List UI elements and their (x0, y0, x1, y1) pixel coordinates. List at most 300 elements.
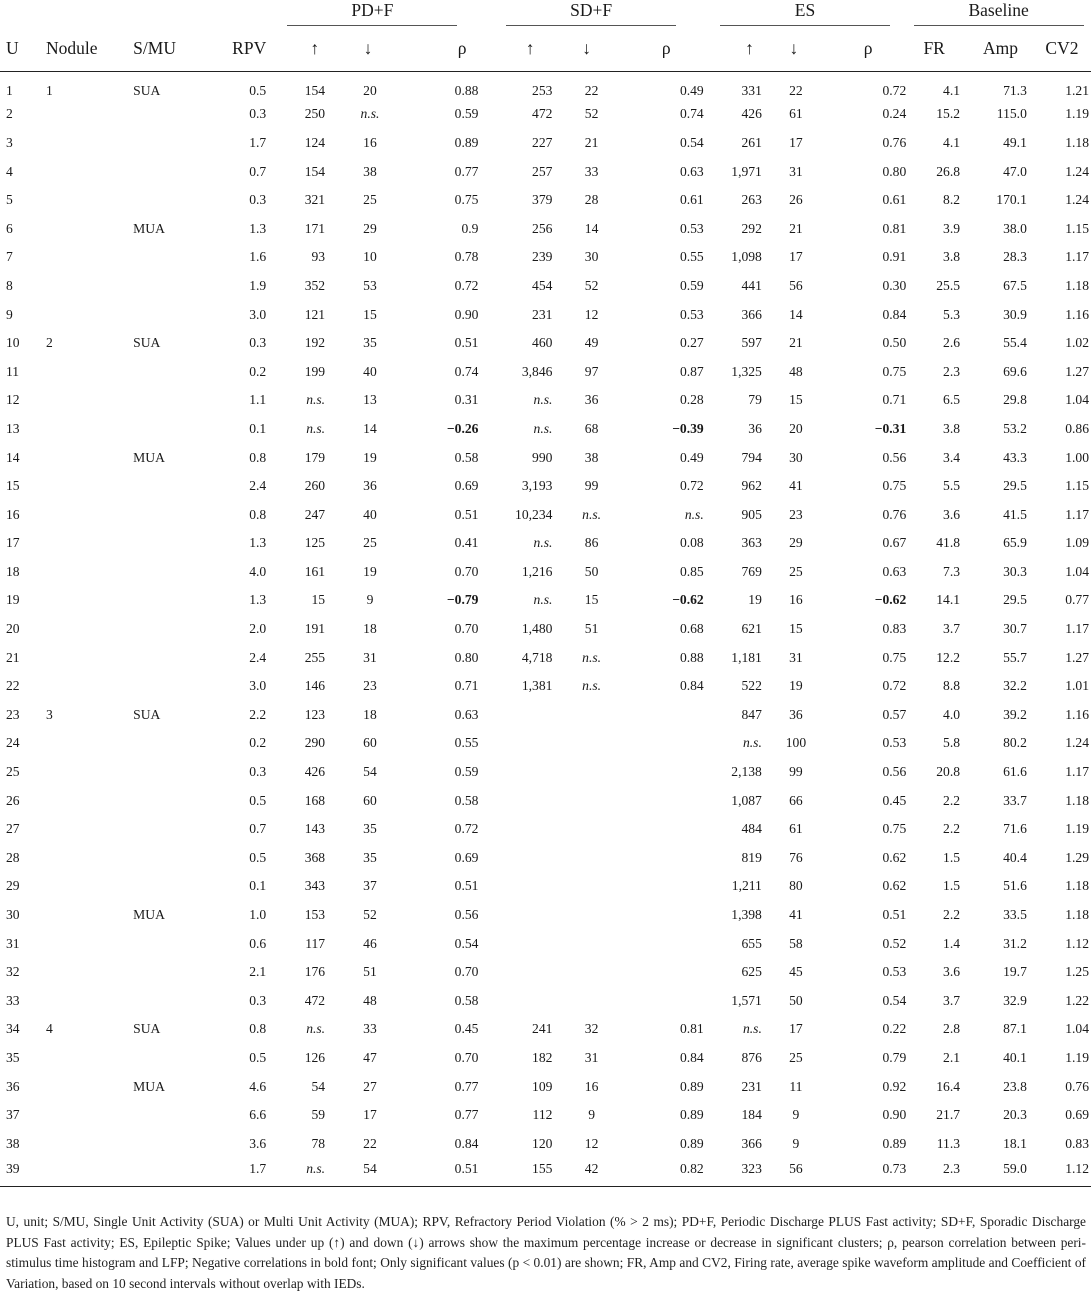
cell-sdf-up (478, 815, 554, 844)
table-row (0, 786, 1091, 815)
cell-pdf-down: 48 (363, 992, 377, 1008)
cell-pdf-rho: 0.51 (454, 506, 479, 522)
cell-sdf-down: 33 (584, 163, 599, 179)
cell-nodule (46, 272, 131, 301)
cell-cv2: 1.02 (1065, 335, 1089, 351)
cell-pdf-down: 54 (363, 764, 377, 780)
cell-es-up: 484 (741, 821, 762, 837)
cell-es-down: 21 (789, 220, 803, 236)
table-row (0, 701, 1091, 730)
cell-fr: 4.0 (943, 706, 961, 722)
cell-fr: 41.8 (936, 535, 961, 551)
cell-nodule: 3 (45, 706, 53, 722)
cell-pdf-up: 123 (304, 706, 326, 722)
cell-es-rho: 0.75 (882, 363, 907, 379)
cell-cv2: 1.04 (1065, 1021, 1089, 1037)
table-row (0, 329, 1091, 358)
table-row (0, 872, 1091, 901)
cell-smu (131, 558, 204, 587)
cell-nodule (46, 357, 131, 386)
cell-es-rho: 0.79 (882, 1049, 907, 1065)
col-header-nodule: Nodule (45, 38, 98, 58)
cell-sdf-up: 155 (532, 1161, 553, 1177)
cell-es-up: 1,571 (731, 992, 762, 1008)
cell-cv2: 0.76 (1065, 1078, 1089, 1094)
cell-es-up: 79 (748, 392, 762, 408)
cell-sdf-down: 32 (584, 1021, 599, 1037)
cell-es-rho: 0.63 (882, 563, 907, 579)
cell-rpv: 0.7 (249, 821, 267, 837)
cell-pdf-down: n.s. (360, 106, 380, 122)
cell-es-up: 876 (741, 1049, 762, 1065)
cell-nodule (46, 243, 131, 272)
cell-smu (131, 786, 204, 815)
cell-amp: 71.3 (1003, 83, 1027, 99)
cell-cv2: 1.18 (1065, 792, 1089, 808)
cell-pdf-down: 51 (363, 964, 377, 980)
cell-fr: 3.4 (943, 449, 961, 465)
cell-unit: 7 (6, 249, 13, 265)
cell-es-down: 76 (789, 849, 803, 865)
cell-smu (131, 300, 204, 329)
cell-unit: 9 (6, 306, 13, 322)
cell-pdf-down: 54 (363, 1161, 377, 1177)
cell-es-rho: 0.91 (882, 249, 907, 265)
cell-smu (131, 872, 204, 901)
cell-sdf-rho (609, 901, 704, 930)
cell-amp: 87.1 (1003, 1021, 1027, 1037)
group-header-es: ES (704, 0, 907, 26)
table-row (0, 1072, 1091, 1101)
cell-sdf-rho: −0.39 (672, 420, 704, 436)
cell-nodule (46, 987, 131, 1016)
cell-rpv: 1.0 (249, 907, 267, 923)
cell-pdf-up: 168 (304, 792, 326, 808)
cell-sdf-down (554, 844, 608, 873)
cell-nodule: 2 (45, 335, 53, 351)
cell-unit: 24 (6, 735, 20, 751)
cell-pdf-up: 125 (304, 535, 326, 551)
cell-rpv: 2.2 (249, 706, 267, 722)
cell-nodule (46, 1101, 131, 1130)
cell-nodule (46, 386, 131, 415)
cell-cv2: 0.86 (1065, 420, 1089, 436)
table-row (0, 300, 1091, 329)
cell-es-up: 1,211 (731, 878, 762, 894)
cell-fr: 5.5 (943, 478, 961, 494)
cell-pdf-up: 78 (311, 1135, 326, 1151)
cell-sdf-rho: 0.89 (679, 1107, 704, 1123)
cell-es-down: 100 (785, 735, 807, 751)
cell-cv2: 0.69 (1065, 1107, 1089, 1123)
cell-pdf-rho: 0.77 (454, 163, 479, 179)
cell-sdf-up: 241 (532, 1021, 553, 1037)
cell-pdf-down: 33 (363, 1021, 377, 1037)
cell-nodule: 1 (45, 83, 53, 99)
cell-es-up: 263 (741, 192, 762, 208)
cell-fr: 21.7 (936, 1107, 961, 1123)
table-body (0, 72, 1091, 1187)
cell-sdf-up: 120 (532, 1135, 553, 1151)
cell-sdf-down: 42 (584, 1161, 599, 1177)
cell-unit: 13 (6, 420, 20, 436)
cell-sdf-up: 253 (532, 83, 553, 99)
table-row (0, 958, 1091, 987)
cell-pdf-rho: 0.72 (454, 277, 479, 293)
cell-fr: 2.2 (943, 907, 961, 923)
cell-nodule (46, 100, 131, 129)
cell-amp: 115.0 (996, 106, 1027, 122)
cell-pdf-down: 35 (363, 849, 377, 865)
cell-es-down: 31 (789, 649, 803, 665)
cell-sdf-up: 182 (532, 1049, 553, 1065)
cell-amp: 20.3 (1003, 1107, 1027, 1123)
cell-pdf-rho: 0.55 (454, 735, 479, 751)
cell-es-up: 36 (748, 420, 762, 436)
cell-cv2: 1.17 (1065, 621, 1089, 637)
table-row (0, 615, 1091, 644)
cell-pdf-rho: 0.56 (454, 907, 479, 923)
col-header-pdf-down: ↓ (363, 38, 373, 58)
cell-smu (131, 958, 204, 987)
cell-pdf-rho: 0.59 (454, 106, 479, 122)
cell-amp: 69.6 (1003, 363, 1027, 379)
cell-smu (131, 929, 204, 958)
cell-rpv: 0.1 (249, 420, 267, 436)
cell-amp: 31.2 (1003, 935, 1027, 951)
cell-es-down: 45 (789, 964, 803, 980)
cell-es-down: 61 (789, 106, 803, 122)
cell-fr: 1.5 (943, 849, 961, 865)
cell-smu (131, 415, 204, 444)
cell-es-down: 61 (789, 821, 803, 837)
cell-amp: 55.7 (1003, 649, 1027, 665)
cell-pdf-down: 14 (363, 420, 377, 436)
cell-fr: 2.2 (943, 821, 961, 837)
table-row (0, 672, 1091, 701)
cell-sdf-up (478, 729, 554, 758)
cell-fr: 16.4 (936, 1078, 961, 1094)
table-row (0, 243, 1091, 272)
cell-sdf-down (554, 758, 608, 787)
cell-es-down: 66 (789, 792, 803, 808)
cell-pdf-down: 36 (363, 478, 377, 494)
cell-nodule (46, 1129, 131, 1158)
cell-es-rho: 0.81 (882, 220, 907, 236)
cell-rpv: 3.0 (249, 678, 267, 694)
cell-cv2: 1.29 (1065, 849, 1089, 865)
cell-cv2: 1.09 (1065, 535, 1089, 551)
cell-es-up: 794 (741, 449, 762, 465)
cell-rpv: 3.6 (249, 1135, 267, 1151)
col-header-cv2: CV2 (1045, 38, 1079, 58)
cell-amp: 43.3 (1003, 449, 1027, 465)
cell-sdf-rho: 0.61 (679, 192, 704, 208)
cell-sdf-down (554, 929, 608, 958)
cell-amp: 67.5 (1003, 277, 1027, 293)
cell-nodule (46, 958, 131, 987)
cell-sdf-rho: −0.62 (672, 592, 704, 608)
col-header-smu: S/MU (133, 38, 176, 58)
cell-cv2: 1.18 (1065, 134, 1089, 150)
cell-amp: 30.7 (1003, 621, 1027, 637)
cell-rpv: 0.2 (249, 363, 267, 379)
cell-smu (131, 758, 204, 787)
cell-sdf-rho: 0.88 (679, 649, 704, 665)
col-header-pdf-rho: ρ (457, 38, 467, 58)
col-header-amp: Amp (982, 38, 1018, 58)
cell-pdf-up: 247 (304, 506, 326, 522)
cell-fr: 15.2 (936, 106, 961, 122)
cell-amp: 30.9 (1003, 306, 1027, 322)
cell-sdf-rho (609, 729, 704, 758)
cell-smu (131, 100, 204, 129)
cell-sdf-rho: 0.55 (679, 249, 704, 265)
table-row (0, 1158, 1091, 1187)
cell-es-down: 14 (789, 306, 803, 322)
cell-es-up: 19 (748, 592, 762, 608)
cell-unit: 28 (6, 849, 20, 865)
cell-es-down: 15 (789, 621, 803, 637)
cell-pdf-up: 161 (304, 563, 326, 579)
cell-sdf-down (554, 872, 608, 901)
cell-pdf-up: 472 (304, 992, 326, 1008)
cell-pdf-up: 260 (304, 478, 326, 494)
cell-es-up: 1,098 (731, 249, 762, 265)
cell-pdf-up: 321 (304, 192, 326, 208)
cell-pdf-down: 18 (363, 706, 377, 722)
cell-sdf-rho: 0.89 (679, 1078, 704, 1094)
cell-pdf-down: 9 (366, 592, 374, 608)
cell-fr: 11.3 (936, 1135, 961, 1151)
group-header-sdf: SD+F (478, 0, 703, 26)
table-footnote: U, unit; S/MU, Single Unit Activity (SUA) or Multi Unit Activity (MUA); RPV, Refractory Period Violation (% > 2 ms); PD+F, Periodic Discharge PLUS Fast activity; SD+F, Sporadic Discharge PLUS Fast activity; ES, Epileptic Spike; Values under up (↑) and down (↓) arrows show the maximum percentage increase or decrease in significant clusters; ρ, pearson correlation between peri-stimulus time histogram and LFP; Negative correlations in bold font; Only significant values (p < 0.01) are shown; FR, Amp and CV2, Firing rate, average spike waveform amplitude and Coefficient of Variation, based on 10 second intervals without overlap with IEDs. (6, 1214, 1086, 1291)
cell-unit: 17 (6, 535, 20, 551)
col-header-sdf-up: ↑ (525, 38, 535, 58)
cell-sdf-rho: 0.54 (679, 134, 704, 150)
cell-es-down: 99 (789, 764, 803, 780)
cell-es-up: 1,181 (731, 649, 762, 665)
cell-pdf-up: 179 (304, 449, 326, 465)
cell-unit: 26 (6, 792, 20, 808)
cell-es-down: 26 (789, 192, 803, 208)
cell-pdf-down: 29 (363, 220, 377, 236)
cell-nodule (46, 300, 131, 329)
cell-es-down: 9 (792, 1107, 800, 1123)
cell-fr: 4.1 (943, 134, 961, 150)
cell-nodule (46, 157, 131, 186)
table-row (0, 929, 1091, 958)
cell-fr: 3.6 (943, 964, 961, 980)
cell-es-up: 323 (741, 1161, 762, 1177)
cell-es-rho: 0.90 (882, 1107, 907, 1123)
cell-sdf-rho (609, 701, 704, 730)
cell-cv2: 1.25 (1065, 964, 1089, 980)
cell-unit: 20 (6, 621, 20, 637)
cell-pdf-rho: 0.58 (454, 792, 479, 808)
cell-es-rho: 0.57 (882, 706, 907, 722)
cell-pdf-down: 40 (363, 363, 377, 379)
cell-pdf-up: 290 (304, 735, 326, 751)
table-row (0, 586, 1091, 615)
cell-es-up: 621 (741, 621, 762, 637)
cell-amp: 80.2 (1003, 735, 1027, 751)
cell-nodule (46, 872, 131, 901)
cell-es-rho: 0.76 (882, 506, 907, 522)
cell-sdf-down: 97 (584, 363, 599, 379)
cell-sdf-up: n.s. (533, 420, 553, 436)
cell-smu (131, 1101, 204, 1130)
cell-pdf-up: 191 (304, 621, 326, 637)
cell-pdf-rho: 0.90 (454, 306, 479, 322)
cell-es-down: 58 (789, 935, 803, 951)
cell-smu (131, 987, 204, 1016)
cell-pdf-up: 176 (304, 964, 326, 980)
cell-pdf-up: n.s. (306, 1021, 326, 1037)
cell-cv2: 1.27 (1065, 363, 1089, 379)
cell-unit: 30 (6, 907, 20, 923)
cell-unit: 14 (6, 449, 20, 465)
cell-pdf-up: 153 (304, 907, 326, 923)
table-row (0, 1015, 1091, 1044)
cell-cv2: 1.12 (1065, 935, 1089, 951)
cell-rpv: 0.8 (249, 506, 267, 522)
cell-pdf-up: 352 (304, 277, 326, 293)
cell-es-rho: 0.61 (882, 192, 907, 208)
col-header-sdf-down: ↓ (582, 38, 591, 58)
cell-amp: 33.5 (1003, 907, 1027, 923)
cell-pdf-down: 25 (363, 535, 377, 551)
cell-es-rho: 0.56 (882, 449, 907, 465)
cell-pdf-rho: 0.70 (454, 1049, 479, 1065)
cell-rpv: 6.6 (249, 1107, 267, 1123)
cell-sdf-rho: 0.82 (679, 1161, 704, 1177)
cell-fr: 7.3 (943, 563, 961, 579)
table-row (0, 129, 1091, 158)
cell-nodule (46, 415, 131, 444)
cell-pdf-down: 35 (363, 335, 377, 351)
cell-fr: 2.1 (943, 1049, 961, 1065)
cell-pdf-up: 126 (304, 1049, 326, 1065)
cell-pdf-down: 23 (363, 678, 377, 694)
cell-sdf-rho (609, 872, 704, 901)
cell-rpv: 0.2 (249, 735, 267, 751)
cell-smu (131, 500, 204, 529)
cell-pdf-up: 199 (304, 363, 326, 379)
cell-es-rho: 0.73 (882, 1161, 907, 1177)
cell-pdf-up: 124 (304, 134, 326, 150)
cell-sdf-rho: 0.87 (679, 363, 704, 379)
table-row (0, 500, 1091, 529)
cell-pdf-up: 154 (304, 163, 326, 179)
cell-rpv: 1.1 (249, 392, 267, 408)
cell-nodule (46, 214, 131, 243)
cell-smu (131, 272, 204, 301)
cell-rpv: 4.0 (249, 563, 267, 579)
cell-sdf-down: 99 (584, 478, 599, 494)
cell-sdf-down: 52 (584, 106, 599, 122)
cell-es-up: 231 (741, 1078, 762, 1094)
cell-sdf-down: 30 (584, 249, 599, 265)
cell-fr: 1.5 (943, 878, 961, 894)
cell-cv2: 0.83 (1065, 1135, 1089, 1151)
cell-sdf-rho: 0.85 (679, 563, 704, 579)
cell-amp: 19.7 (1003, 964, 1027, 980)
cell-es-up: 819 (741, 849, 762, 865)
cell-nodule (46, 1158, 131, 1187)
cell-pdf-up: 250 (304, 106, 326, 122)
cell-pdf-up: 93 (311, 249, 326, 265)
cell-sdf-down (554, 729, 608, 758)
cell-rpv: 0.3 (249, 335, 267, 351)
cell-es-rho: 0.22 (882, 1021, 907, 1037)
cell-sdf-up (478, 758, 554, 787)
cell-unit: 34 (6, 1021, 20, 1037)
cell-amp: 32.2 (1003, 678, 1027, 694)
cell-es-down: 9 (792, 1135, 800, 1151)
cell-smu (131, 157, 204, 186)
cell-amp: 47.0 (1003, 163, 1027, 179)
cell-pdf-down: 19 (363, 563, 377, 579)
cell-nodule (46, 558, 131, 587)
cell-es-down: 31 (789, 163, 803, 179)
cell-cv2: 1.15 (1065, 478, 1089, 494)
cell-smu (131, 643, 204, 672)
cell-rpv: 2.4 (249, 649, 267, 665)
cell-cv2: 1.04 (1065, 563, 1089, 579)
cell-pdf-rho: 0.77 (454, 1107, 479, 1123)
cell-pdf-up: n.s. (306, 420, 326, 436)
table-row (0, 100, 1091, 129)
cell-sdf-down: 52 (584, 277, 599, 293)
cell-fr: 6.5 (943, 392, 961, 408)
cell-amp: 23.8 (1003, 1078, 1027, 1094)
cell-es-rho: 0.50 (882, 335, 907, 351)
cell-pdf-down: 60 (363, 792, 377, 808)
cell-fr: 5.8 (943, 735, 961, 751)
cell-sdf-up: 1,381 (521, 678, 553, 694)
cell-es-up: 261 (741, 134, 762, 150)
cell-smu (131, 1158, 204, 1187)
cell-unit: 6 (6, 220, 13, 236)
cell-sdf-rho: n.s. (684, 506, 704, 522)
cell-fr: 3.8 (943, 249, 961, 265)
cell-smu: SUA (133, 83, 161, 99)
cell-sdf-down: n.s. (582, 649, 602, 665)
cell-smu: MUA (133, 1078, 165, 1094)
cell-sdf-up: 379 (532, 192, 553, 208)
cell-unit: 25 (6, 764, 20, 780)
cell-nodule: 4 (45, 1021, 53, 1037)
cell-es-up: 1,087 (731, 792, 762, 808)
cell-sdf-rho (609, 958, 704, 987)
table-row (0, 1044, 1091, 1073)
cell-sdf-rho (609, 844, 704, 873)
cell-unit: 33 (6, 992, 20, 1008)
cell-cv2: 1.17 (1065, 249, 1089, 265)
cell-pdf-rho: 0.9 (461, 220, 479, 236)
cell-es-up: 426 (741, 106, 762, 122)
cell-nodule (46, 815, 131, 844)
table-row (0, 186, 1091, 215)
cell-fr: 3.9 (943, 220, 961, 236)
col-header-es-up: ↑ (745, 38, 754, 58)
cell-sdf-up (478, 929, 554, 958)
cell-sdf-up (478, 901, 554, 930)
cell-fr: 2.6 (943, 335, 961, 351)
cell-pdf-up: 426 (304, 764, 326, 780)
cell-sdf-up: 109 (532, 1078, 553, 1094)
